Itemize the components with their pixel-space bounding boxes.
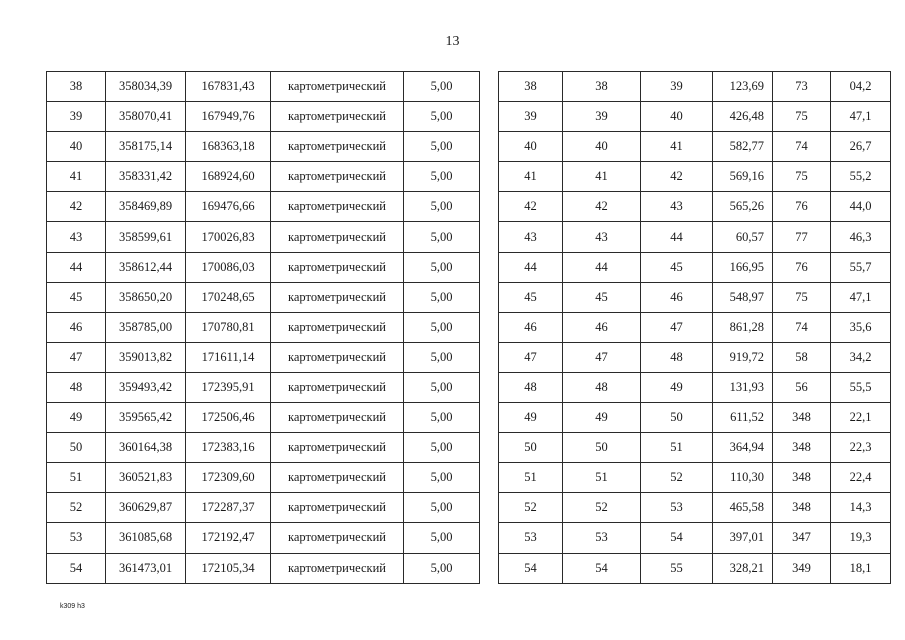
y-coordinate-cell: 170086,03 xyxy=(186,252,271,282)
x-coordinate-cell: 360164,38 xyxy=(106,433,186,463)
method-cell: картометрический xyxy=(271,493,404,523)
distance-cell: 397,01 xyxy=(713,523,773,553)
table-row xyxy=(47,282,480,312)
x-coordinate-cell: 358070,41 xyxy=(106,102,186,132)
point-number-cell: 40 xyxy=(47,132,106,162)
angle-minutes-cell: 55,5 xyxy=(831,372,891,402)
angle-degrees-cell: 75 xyxy=(773,162,831,192)
to-point-cell: 43 xyxy=(641,192,713,222)
to-point-cell: 50 xyxy=(641,403,713,433)
row-number-cell: 44 xyxy=(499,252,563,282)
angle-degrees-cell: 76 xyxy=(773,252,831,282)
distance-cell: 123,69 xyxy=(713,72,773,102)
table-row xyxy=(499,342,891,372)
point-number-cell: 38 xyxy=(47,72,106,102)
accuracy-cell: 5,00 xyxy=(404,162,480,192)
table-row xyxy=(47,523,480,553)
distance-cell: 364,94 xyxy=(713,433,773,463)
distance-cell: 565,26 xyxy=(713,192,773,222)
method-cell: картометрический xyxy=(271,102,404,132)
table-row xyxy=(499,553,891,583)
angle-degrees-cell: 75 xyxy=(773,102,831,132)
table-row xyxy=(47,553,480,583)
row-number-cell: 42 xyxy=(499,192,563,222)
method-cell: картометрический xyxy=(271,403,404,433)
table-row xyxy=(47,312,480,342)
accuracy-cell: 5,00 xyxy=(404,523,480,553)
distance-cell: 131,93 xyxy=(713,372,773,402)
accuracy-cell: 5,00 xyxy=(404,463,480,493)
angle-degrees-cell: 349 xyxy=(773,553,831,583)
to-point-cell: 46 xyxy=(641,282,713,312)
row-number-cell: 45 xyxy=(499,282,563,312)
row-number-cell: 51 xyxy=(499,463,563,493)
point-number-cell: 46 xyxy=(47,312,106,342)
method-cell: картометрический xyxy=(271,553,404,583)
table-row xyxy=(499,222,891,252)
angle-minutes-cell: 22,1 xyxy=(831,403,891,433)
distance-cell: 611,52 xyxy=(713,403,773,433)
angle-minutes-cell: 22,3 xyxy=(831,433,891,463)
row-number-cell: 38 xyxy=(499,72,563,102)
from-point-cell: 41 xyxy=(563,162,641,192)
angle-degrees-cell: 58 xyxy=(773,342,831,372)
method-cell: картометрический xyxy=(271,252,404,282)
accuracy-cell: 5,00 xyxy=(404,252,480,282)
x-coordinate-cell: 361085,68 xyxy=(106,523,186,553)
point-number-cell: 49 xyxy=(47,403,106,433)
from-point-cell: 44 xyxy=(563,252,641,282)
row-number-cell: 54 xyxy=(499,553,563,583)
accuracy-cell: 5,00 xyxy=(404,493,480,523)
method-cell: картометрический xyxy=(271,222,404,252)
accuracy-cell: 5,00 xyxy=(404,282,480,312)
table-row xyxy=(47,132,480,162)
coordinates-table xyxy=(46,71,480,584)
y-coordinate-cell: 172395,91 xyxy=(186,372,271,402)
distance-cell: 569,16 xyxy=(713,162,773,192)
angle-minutes-cell: 18,1 xyxy=(831,553,891,583)
to-point-cell: 41 xyxy=(641,132,713,162)
distance-cell: 426,48 xyxy=(713,102,773,132)
angle-degrees-cell: 75 xyxy=(773,282,831,312)
x-coordinate-cell: 358785,00 xyxy=(106,312,186,342)
row-number-cell: 47 xyxy=(499,342,563,372)
table-row xyxy=(47,192,480,222)
x-coordinate-cell: 360629,87 xyxy=(106,493,186,523)
table-row xyxy=(47,72,480,102)
accuracy-cell: 5,00 xyxy=(404,222,480,252)
table-row xyxy=(47,493,480,523)
accuracy-cell: 5,00 xyxy=(404,553,480,583)
segments-table xyxy=(498,71,891,584)
from-point-cell: 50 xyxy=(563,433,641,463)
y-coordinate-cell: 172309,60 xyxy=(186,463,271,493)
method-cell: картометрический xyxy=(271,433,404,463)
x-coordinate-cell: 358612,44 xyxy=(106,252,186,282)
from-point-cell: 54 xyxy=(563,553,641,583)
y-coordinate-cell: 167831,43 xyxy=(186,72,271,102)
distance-cell: 861,28 xyxy=(713,312,773,342)
y-coordinate-cell: 167949,76 xyxy=(186,102,271,132)
to-point-cell: 47 xyxy=(641,312,713,342)
method-cell: картометрический xyxy=(271,192,404,222)
angle-degrees-cell: 74 xyxy=(773,132,831,162)
x-coordinate-cell: 358469,89 xyxy=(106,192,186,222)
method-cell: картометрический xyxy=(271,162,404,192)
angle-minutes-cell: 22,4 xyxy=(831,463,891,493)
y-coordinate-cell: 168924,60 xyxy=(186,162,271,192)
row-number-cell: 49 xyxy=(499,403,563,433)
table-row xyxy=(499,162,891,192)
row-number-cell: 40 xyxy=(499,132,563,162)
to-point-cell: 48 xyxy=(641,342,713,372)
table-row xyxy=(499,312,891,342)
to-point-cell: 53 xyxy=(641,493,713,523)
accuracy-cell: 5,00 xyxy=(404,342,480,372)
accuracy-cell: 5,00 xyxy=(404,312,480,342)
x-coordinate-cell: 358175,14 xyxy=(106,132,186,162)
table-row xyxy=(499,433,891,463)
distance-cell: 110,30 xyxy=(713,463,773,493)
accuracy-cell: 5,00 xyxy=(404,372,480,402)
table-row xyxy=(47,252,480,282)
table-row xyxy=(47,102,480,132)
row-number-cell: 41 xyxy=(499,162,563,192)
method-cell: картометрический xyxy=(271,342,404,372)
to-point-cell: 40 xyxy=(641,102,713,132)
accuracy-cell: 5,00 xyxy=(404,403,480,433)
angle-minutes-cell: 04,2 xyxy=(831,72,891,102)
y-coordinate-cell: 169476,66 xyxy=(186,192,271,222)
distance-cell: 166,95 xyxy=(713,252,773,282)
footer-code: k309 h3 xyxy=(60,603,85,610)
table-row xyxy=(47,162,480,192)
table-row xyxy=(499,102,891,132)
to-point-cell: 55 xyxy=(641,553,713,583)
from-point-cell: 45 xyxy=(563,282,641,312)
angle-degrees-cell: 348 xyxy=(773,433,831,463)
angle-minutes-cell: 46,3 xyxy=(831,222,891,252)
table-row xyxy=(47,372,480,402)
angle-degrees-cell: 77 xyxy=(773,222,831,252)
to-point-cell: 45 xyxy=(641,252,713,282)
angle-minutes-cell: 19,3 xyxy=(831,523,891,553)
from-point-cell: 42 xyxy=(563,192,641,222)
angle-minutes-cell: 44,0 xyxy=(831,192,891,222)
method-cell: картометрический xyxy=(271,523,404,553)
angle-degrees-cell: 74 xyxy=(773,312,831,342)
point-number-cell: 41 xyxy=(47,162,106,192)
distance-cell: 548,97 xyxy=(713,282,773,312)
to-point-cell: 44 xyxy=(641,222,713,252)
x-coordinate-cell: 358650,20 xyxy=(106,282,186,312)
accuracy-cell: 5,00 xyxy=(404,132,480,162)
from-point-cell: 51 xyxy=(563,463,641,493)
from-point-cell: 49 xyxy=(563,403,641,433)
from-point-cell: 53 xyxy=(563,523,641,553)
point-number-cell: 53 xyxy=(47,523,106,553)
row-number-cell: 43 xyxy=(499,222,563,252)
from-point-cell: 46 xyxy=(563,312,641,342)
angle-degrees-cell: 348 xyxy=(773,493,831,523)
from-point-cell: 48 xyxy=(563,372,641,402)
point-number-cell: 44 xyxy=(47,252,106,282)
method-cell: картометрический xyxy=(271,312,404,342)
point-number-cell: 54 xyxy=(47,553,106,583)
angle-degrees-cell: 348 xyxy=(773,463,831,493)
page-number: 13 xyxy=(445,34,460,49)
y-coordinate-cell: 170248,65 xyxy=(186,282,271,312)
table-row xyxy=(499,72,891,102)
distance-cell: 582,77 xyxy=(713,132,773,162)
angle-minutes-cell: 47,1 xyxy=(831,102,891,132)
angle-minutes-cell: 55,7 xyxy=(831,252,891,282)
method-cell: картометрический xyxy=(271,132,404,162)
accuracy-cell: 5,00 xyxy=(404,102,480,132)
x-coordinate-cell: 358034,39 xyxy=(106,72,186,102)
y-coordinate-cell: 172287,37 xyxy=(186,493,271,523)
angle-minutes-cell: 55,2 xyxy=(831,162,891,192)
from-point-cell: 47 xyxy=(563,342,641,372)
table-row xyxy=(499,403,891,433)
angle-minutes-cell: 26,7 xyxy=(831,132,891,162)
y-coordinate-cell: 170780,81 xyxy=(186,312,271,342)
table-row xyxy=(47,433,480,463)
point-number-cell: 47 xyxy=(47,342,106,372)
method-cell: картометрический xyxy=(271,72,404,102)
table-row xyxy=(499,493,891,523)
row-number-cell: 53 xyxy=(499,523,563,553)
to-point-cell: 49 xyxy=(641,372,713,402)
distance-cell: 465,58 xyxy=(713,493,773,523)
table-row xyxy=(499,523,891,553)
point-number-cell: 48 xyxy=(47,372,106,402)
angle-degrees-cell: 348 xyxy=(773,403,831,433)
x-coordinate-cell: 359013,82 xyxy=(106,342,186,372)
row-number-cell: 48 xyxy=(499,372,563,402)
angle-degrees-cell: 56 xyxy=(773,372,831,402)
x-coordinate-cell: 360521,83 xyxy=(106,463,186,493)
to-point-cell: 54 xyxy=(641,523,713,553)
angle-minutes-cell: 14,3 xyxy=(831,493,891,523)
angle-minutes-cell: 35,6 xyxy=(831,312,891,342)
angle-minutes-cell: 34,2 xyxy=(831,342,891,372)
point-number-cell: 45 xyxy=(47,282,106,312)
point-number-cell: 42 xyxy=(47,192,106,222)
accuracy-cell: 5,00 xyxy=(404,72,480,102)
distance-cell: 919,72 xyxy=(713,342,773,372)
distance-cell: 328,21 xyxy=(713,553,773,583)
method-cell: картометрический xyxy=(271,372,404,402)
method-cell: картометрический xyxy=(271,463,404,493)
to-point-cell: 42 xyxy=(641,162,713,192)
point-number-cell: 51 xyxy=(47,463,106,493)
table-row xyxy=(499,252,891,282)
y-coordinate-cell: 172383,16 xyxy=(186,433,271,463)
accuracy-cell: 5,00 xyxy=(404,192,480,222)
from-point-cell: 52 xyxy=(563,493,641,523)
accuracy-cell: 5,00 xyxy=(404,433,480,463)
row-number-cell: 39 xyxy=(499,102,563,132)
y-coordinate-cell: 171611,14 xyxy=(186,342,271,372)
angle-minutes-cell: 47,1 xyxy=(831,282,891,312)
point-number-cell: 43 xyxy=(47,222,106,252)
from-point-cell: 40 xyxy=(563,132,641,162)
distance-cell: 60,57 xyxy=(713,222,773,252)
x-coordinate-cell: 361473,01 xyxy=(106,553,186,583)
from-point-cell: 38 xyxy=(563,72,641,102)
row-number-cell: 50 xyxy=(499,433,563,463)
point-number-cell: 50 xyxy=(47,433,106,463)
table-row xyxy=(499,282,891,312)
y-coordinate-cell: 172105,34 xyxy=(186,553,271,583)
table-row xyxy=(499,132,891,162)
angle-degrees-cell: 76 xyxy=(773,192,831,222)
to-point-cell: 52 xyxy=(641,463,713,493)
x-coordinate-cell: 359565,42 xyxy=(106,403,186,433)
row-number-cell: 52 xyxy=(499,493,563,523)
table-row xyxy=(47,222,480,252)
y-coordinate-cell: 172506,46 xyxy=(186,403,271,433)
x-coordinate-cell: 358599,61 xyxy=(106,222,186,252)
y-coordinate-cell: 172192,47 xyxy=(186,523,271,553)
table-row xyxy=(47,342,480,372)
point-number-cell: 52 xyxy=(47,493,106,523)
y-coordinate-cell: 168363,18 xyxy=(186,132,271,162)
table-row xyxy=(499,372,891,402)
point-number-cell: 39 xyxy=(47,102,106,132)
row-number-cell: 46 xyxy=(499,312,563,342)
method-cell: картометрический xyxy=(271,282,404,312)
angle-degrees-cell: 73 xyxy=(773,72,831,102)
table-row xyxy=(47,403,480,433)
table-row xyxy=(47,463,480,493)
from-point-cell: 43 xyxy=(563,222,641,252)
from-point-cell: 39 xyxy=(563,102,641,132)
x-coordinate-cell: 359493,42 xyxy=(106,372,186,402)
to-point-cell: 39 xyxy=(641,72,713,102)
y-coordinate-cell: 170026,83 xyxy=(186,222,271,252)
table-row xyxy=(499,192,891,222)
x-coordinate-cell: 358331,42 xyxy=(106,162,186,192)
angle-degrees-cell: 347 xyxy=(773,523,831,553)
to-point-cell: 51 xyxy=(641,433,713,463)
table-row xyxy=(499,463,891,493)
